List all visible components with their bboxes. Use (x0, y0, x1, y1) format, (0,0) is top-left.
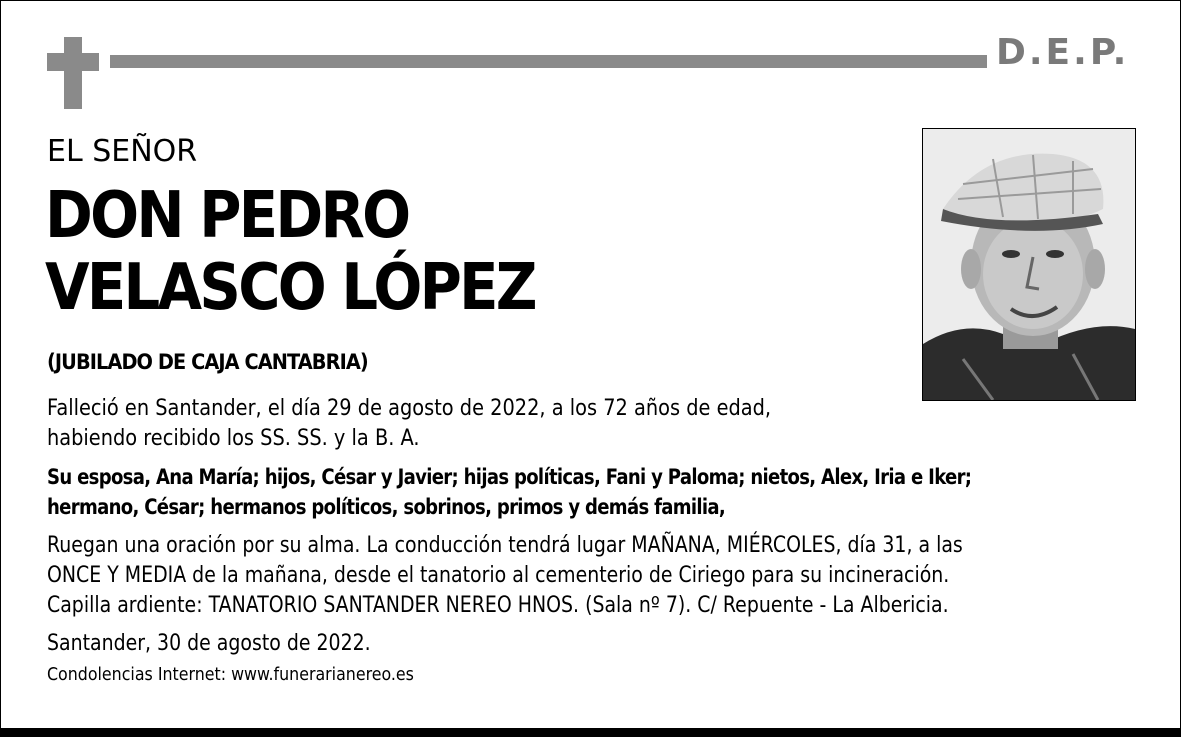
header-rule (110, 55, 987, 68)
name-line-2: VELASCO LÓPEZ (45, 251, 535, 325)
service-line-3: Capilla ardiente: TANATORIO SANTANDER NEREO HNOS. (Sala nº 7). C/ Repuente - La Albericia. (47, 593, 949, 618)
death-line-2: habiendo recibido los SS. SS. y la B. A. (47, 426, 420, 451)
family-list (47, 462, 971, 522)
cross-icon-vertical (64, 37, 82, 109)
bottom-rule (0, 728, 1181, 737)
cross-icon-horizontal (47, 53, 99, 71)
death-line-1: Falleció en Santander, el día 29 de agosto de 2022, a los 72 años de edad, (47, 396, 772, 421)
family-line-2: hermano, César; hermanos políticos, sobrinos, primos y demás familia, (47, 495, 726, 519)
portrait-photo (922, 128, 1136, 401)
name-line-1: DON PEDRO (45, 179, 409, 253)
service-details (47, 531, 963, 621)
service-line-1: Ruegan una oración por su alma. La conducción tendrá lugar MAÑANA, MIÉRCOLES, día 31, a las (47, 533, 963, 558)
service-line-2: ONCE Y MEDIA de la mañana, desde el tanatorio al cementerio de Ciriego para su incineración. (47, 563, 950, 588)
death-notice (47, 394, 771, 454)
portrait-image (923, 129, 1135, 400)
date-place: Santander, 30 de agosto de 2022. (47, 631, 371, 656)
family-line-1: Su esposa, Ana María; hijos, César y Javier; hijas políticas, Fani y Paloma; nietos, Alex, Iria e Iker; (47, 465, 972, 489)
occupation: (JUBILADO DE CAJA CANTABRIA) (47, 350, 368, 374)
deceased-name (45, 180, 535, 324)
honorific: EL SEÑOR (47, 134, 198, 169)
condolences-link: Condolencias Internet: www.funerarianereo.es (47, 664, 414, 685)
dep-label: D.E.P. (996, 32, 1130, 73)
